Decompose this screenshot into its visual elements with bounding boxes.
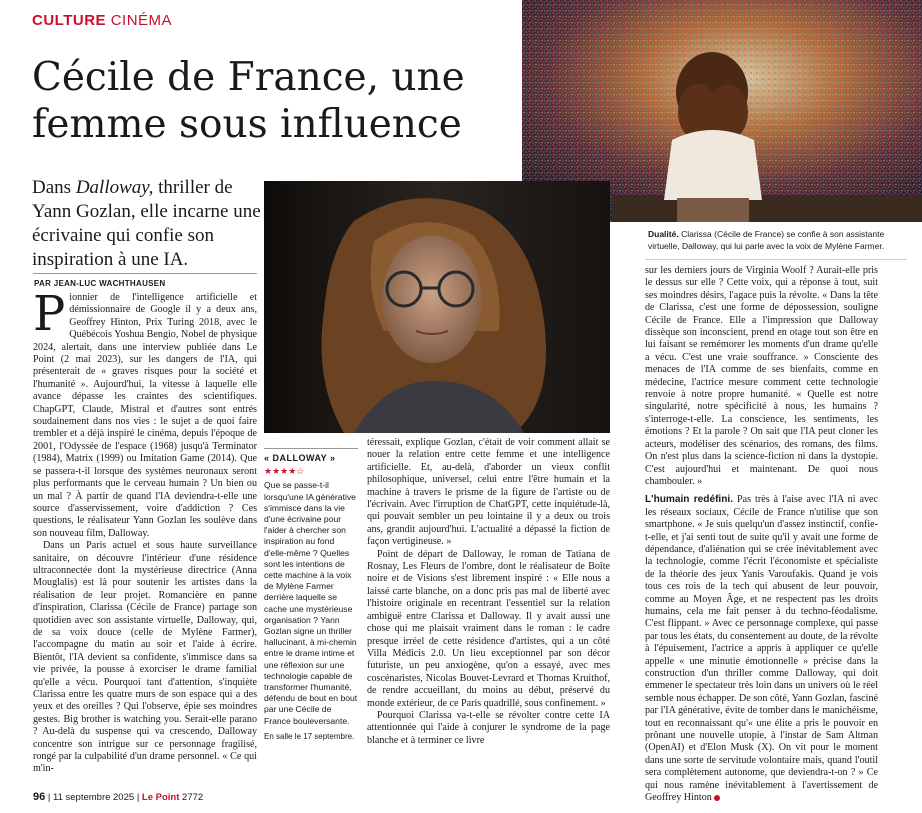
article-column-2: [367, 437, 610, 747]
caption-text: Clarissa (Cécile de France) se confie à son assistante virtuelle, Dalloway, qui lui parle avec la voix de Mylène Farmer.: [648, 229, 885, 251]
page-footer: [33, 791, 203, 803]
deck-part2: thriller de Yann Gozlan, elle incarne une écrivaine qui confie son inspiration à une IA.: [32, 177, 261, 270]
page-number: 96: [33, 791, 46, 803]
paragraph: sur les derniers jours de Virginia Woolf ? Aurait-elle pris le dessus sur elle ? Cette voix, qui a réponse à tout, suit ses moindres désirs, l'agace puis la révolte. « Dans la tête de Clarissa, c'est une forme de dépossession, souligne Cécile de France. Elle a l'impression que Dalloway dissèque son inconscient, prend en otage tout son être en lui faisant se remémorer les moments d'un drame qu'elle a vécu. C'est une vraie souffrance. » Consciente des menaces de l'IA comme de ses bienfaits, comme en médecine, l'actrice mesure comment cette technologie renvoie à notre propre humanité. « Quelle est notre singularité, notre spécificité à nous, les humains ? s'interroge-t-elle. La conscience, les sentiments, les émotions ? Et la parole ? On sait que l'IA peut cloner les acteurs, modéliser des scénarios, des romans, des films. On n'est plus dans la science-fiction ni dans la dystopie. C'est aujourd'hui et maintenant. De quoi nous chambouler. »: [645, 265, 878, 487]
photo-portrait-cecile-de-france: [264, 181, 610, 433]
end-mark-icon: [714, 795, 720, 801]
drop-cap: P: [33, 286, 66, 342]
paragraph: ionnier de l'intelligence artificielle et démissionnaire de Google il y a deux ans, Geoffrey Hinton, Prix Turing 2018, avec le Québécois Yoshua Bengio, Nobel de physique 2024, alertait, dans une interview publiée dans Le Point (2 mai 2023), sur les dangers de l'IA, qui présenterait de « graves risques pour la société et l'humanité ». Aujourd'hui, la vitesse à laquelle elle avance dépasse les craintes des scientifiques. ChapGPT, Claude, Mistral et d'autres sont entrés soudainement dans nos vies : le sujet a de quoi faire trembler et a déjà inspiré le cinéma, depuis l'époque de 2001, l'Odyssée de l'espace (1968) jusqu'à Terminator (1984), Matrix (1999) ou Imitation Game (2014). Que se passera-t-il lorsque des systèmes neuronaux seront plus performants que le cerveau humain ? Un bien ou un mal ? À partir de quand l'IA deviendra-t-elle une source d'asservissement, voire d'addiction ? Ces questions, le réalisateur Yann Gozlan les soulève dans son nouveau film, Dalloway.: [33, 292, 257, 539]
divider: [264, 448, 358, 449]
footer-separator: |: [47, 792, 53, 803]
caption-lead: Dualité.: [648, 229, 679, 239]
issue-date: 11 septembre 2025: [53, 792, 135, 803]
review-text: Que se passe-t-il lorsqu'une IA générative s'immisce dans la vie d'une écrivaine pour l'aider à chercher son inspiration au fond d'elle-même ? Quelles sont les intentions de cette machine à la voix de Mylène Farmer derrière laquelle se cache une mystérieuse organisation ? Yann Gozlan signe un thriller hallucinant, à mi-chemin entre le drame intime et une réflexion sur une technologie capable de transformer l'humanité, défendu de bout en bout par une Cécile de France bouleversante.: [264, 480, 358, 726]
byline: PAR JEAN-LUC WACHTHAUSEN: [34, 279, 166, 288]
rubric-subsection: CINÉMA: [110, 12, 173, 29]
review-release-date: En salle le 17 septembre.: [264, 731, 355, 741]
article-column-3: [645, 265, 878, 804]
paragraph: téressait, explique Gozlan, c'était de voir comment allait se nouer la relation entre cette femme et une intelligence artificielle. Et, au-delà, d'aborder un vieux conflit philosophique, universel, celui entre l'être humain et la machine à travers le prisme de la figure de l'artiste ou de l'écrivain. Avec l'irruption de ChatGPT, cette inquiétude-là, qui pouvait sembler un peu lointaine il y a deux ou trois ans, grandit aujourd'hui. L'actualité a dépassé la fiction de façon vertigineuse. »: [367, 437, 610, 548]
divider: [33, 273, 257, 274]
article-column-1: [33, 286, 257, 776]
magazine-name: Le Point: [141, 792, 180, 803]
photo-caption: [648, 228, 910, 252]
deck-italic: Dalloway,: [75, 177, 154, 198]
divider: [645, 259, 907, 260]
paragraph: Pourquoi Clarissa va-t-elle se révolter contre cette IA attentionnée qui l'aide à conjurer le syndrome de la page blanche et à terminer ce livre: [367, 709, 610, 746]
paragraph: Pas très à l'aise avec l'IA ni avec les réseaux sociaux, Cécile de France n'utilise que son smartphone. « Je suis quelqu'un d'assez instinctif, confie-t-elle, et j'ai senti tout de suite qu'il y avait une forme de dépendance, d'aliénation qui se crée inévitablement avec la technologie, comme l'écrit l'économiste et spécialiste de la théorie des jeux Yanis Varoufakis. Quand je vois tous ces rois de la tech qui abusent de leur pouvoir, comme au Moyen Âge, et ne respectent pas les droits humains, cela me fait penser à du techno-féodalisme. C'est flippant. » Avec ce personnage complexe, qui passe par tous les états, du consentement au doute, de la révolte à l'épuisement, l'actrice a appris à appliquer ce qu'elle appelle « une minutie émotionnelle » précise dans la construction d'un thriller comme Dalloway, qui doit emmener le spectateur très loin dans un univers où le réel semble nous échapper. De son côté, Yann Gozlan, fasciné par l'IA générative, évite de tomber dans le manichéisme, tout en reconnaissant qu'« une élite a pris le pouvoir en prônant une nouvelle utopie, à l'instar de Sam Altman (OpenAI) et d'Elon Musk (X). On vit pour le moment dans une sorte de servitude volontaire mais, quand l'outil sera complètement autonome, que deviendra-t-on ? » Ce qui nous ramène inévitablement à l'avertissement de Geoffrey Hinton: [645, 494, 878, 804]
review-title: « DALLOWAY »: [264, 453, 336, 463]
headline: Cécile de France, une femme sous influence: [32, 55, 465, 147]
deck: [32, 176, 262, 272]
paragraph: Point de départ de Dalloway, le roman de Tatiana de Rosnay, Les Fleurs de l'ombre, dont le réalisateur de Boîte noire et de Visions s'est librement inspiré : « Elle nous a laissé carte blanche, on a donc pris pas mal de liberté avec l'histoire originale en recentrant l'essentiel sur la relation ambiguë entre Clarissa et Dalloway. Il y avait aussi une chose qui me plaisait vraiment dans le roman : le cadre presque irréel de cette résidence d'artistes, qui a un côté Villa Médicis 2.0. Un lieu exceptionnel par son décor futuriste, un peu anxiogène, qu'on a essayé, avec mes coscénaristes, Nicolas Bouvet-Levrard et Thomas Kruithof, de rendre accueillant, du moins au début, préservé du monde extérieur, de ce Paris quadrillé, sous confinement. »: [367, 548, 610, 709]
subheading: L'humain redéfini.: [645, 494, 734, 506]
issue-number: 2772: [182, 792, 204, 803]
deck-part1: Dans: [32, 177, 76, 198]
paragraph: Dans un Paris actuel et sous haute surveillance sanitaire, on découvre l'intérieur d'une résidence ultraconnectée dont la mystérieuse directrice (Anna Mouglalis) est là pour soutenir les artistes dans la réalisation de leur projet. Romancière en panne d'inspiration, Clarissa (Cécile de France) partage son quotidien avec son assistante virtuelle, Dalloway, qui, de sa voix douce (celle de Mylène Farmer), l'accompagne du matin au soir et l'aide à écrire. Bientôt, l'IA devient sa confidente, s'immisce dans sa vie privée, la pousse à exorciser le drame familial qu'elle a vécu. Pourquoi tant d'attention, s'inquiète Clarissa entre les quatre murs de son espace qui a des yeux et des oreilles ? Qui l'observe, épie ses moindres gestes. Big brother is watching you. Serait-elle parano ? Au-delà du suspense qui va crescendo, Dalloway concentre son intrigue sur ce personnage fragilisé, rongé par la culpabilité d'un drame personnel. « Ce qui m'in-: [33, 540, 257, 775]
review-stars: ★★★★☆: [264, 466, 305, 477]
rubric-section: CULTURE: [32, 12, 107, 29]
section-rubric: [32, 12, 172, 29]
footer-separator: |: [136, 792, 142, 803]
review-box: [264, 453, 358, 742]
